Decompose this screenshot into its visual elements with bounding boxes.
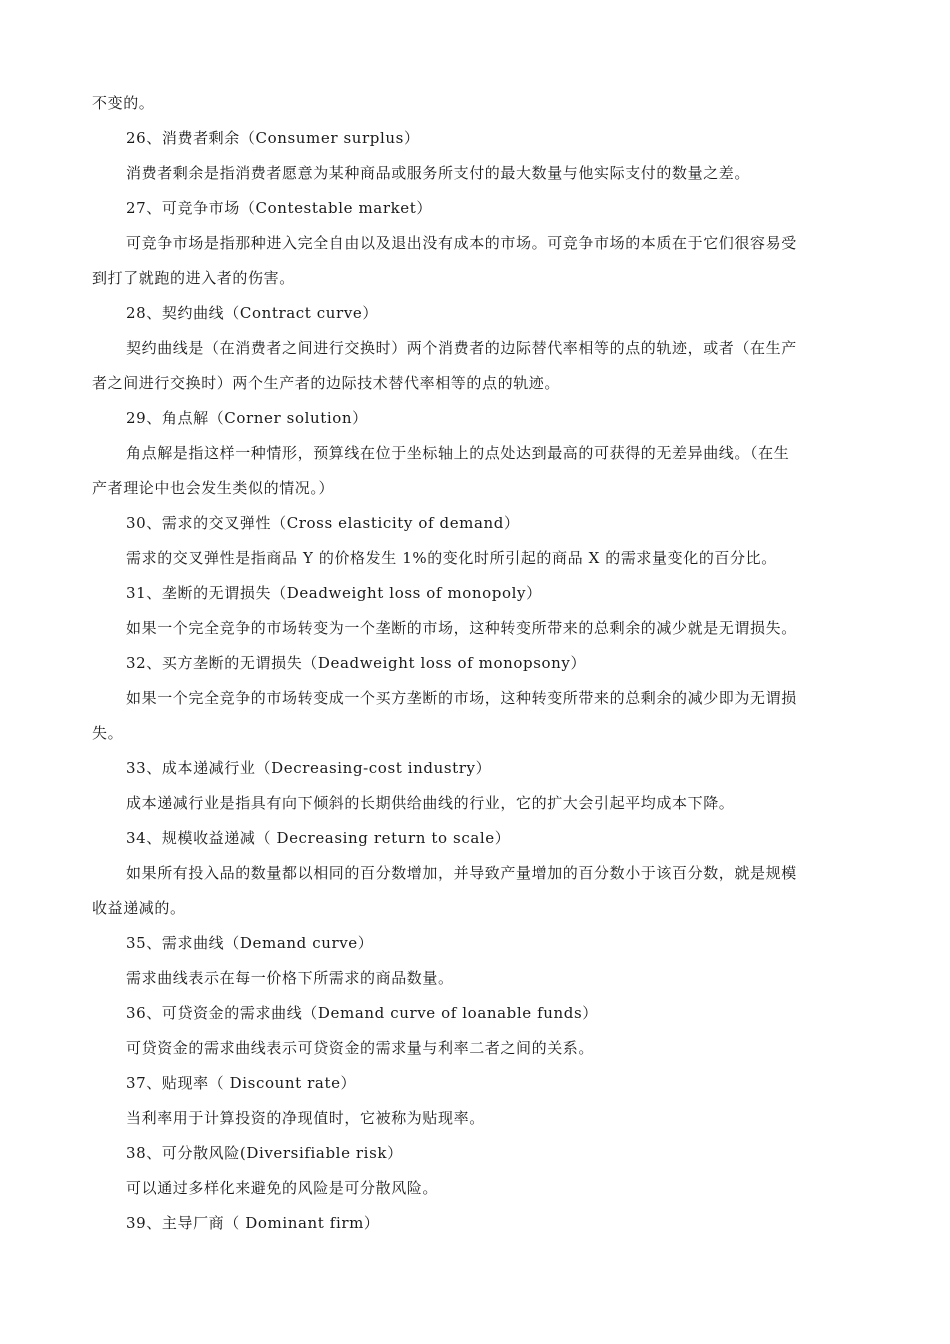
continuation-line: 失。 [92, 724, 124, 742]
definition-35: 需求曲线表示在每一价格下所需求的商品数量。 [126, 969, 454, 987]
continuation-line: 到打了就跑的进入者的伤害。 [92, 269, 295, 287]
continuation-line: 者之间进行交换时）两个生产者的边际技术替代率相等的点的轨迹。 [92, 374, 561, 392]
term-heading-26: 26、消费者剩余（Consumer surplus） [126, 129, 420, 147]
definition-27: 可竞争市场是指那种进入完全自由以及退出没有成本的市场。可竞争市场的本质在于它们很容易受 [126, 234, 797, 252]
term-heading-33: 33、成本递减行业（Decreasing-cost industry） [126, 759, 492, 777]
continuation-line: 不变的。 [92, 94, 155, 112]
continuation-line: 产者理论中也会发生类似的情况。） [92, 479, 335, 497]
definition-26: 消费者剩余是指消费者愿意为某种商品或服务所支付的最大数量与他实际支付的数量之差。 [126, 164, 751, 182]
term-heading-29: 29、角点解（Corner solution） [126, 409, 368, 427]
term-heading-31: 31、垄断的无谓损失（Deadweight loss of monopoly） [126, 584, 542, 602]
term-heading-30: 30、需求的交叉弹性（Cross elasticity of demand） [126, 514, 520, 532]
term-heading-36: 36、可贷资金的需求曲线（Demand curve of loanable funds） [126, 1004, 598, 1022]
term-heading-38: 38、可分散风险(Diversifiable risk） [126, 1144, 403, 1162]
definition-28: 契约曲线是（在消费者之间进行交换时）两个消费者的边际替代率相等的点的轨迹，或者（在生产 [126, 339, 797, 357]
definition-37: 当利率用于计算投资的净现值时，它被称为贴现率。 [126, 1109, 485, 1127]
definition-36: 可贷资金的需求曲线表示可贷资金的需求量与利率二者之间的关系。 [126, 1039, 595, 1057]
term-heading-27: 27、可竞争市场（Contestable market） [126, 199, 433, 217]
term-heading-32: 32、买方垄断的无谓损失（Deadweight loss of monopsony） [126, 654, 587, 672]
definition-34: 如果所有投入品的数量都以相同的百分数增加，并导致产量增加的百分数小于该百分数，就是规模 [126, 864, 797, 882]
term-heading-37: 37、贴现率（ Discount rate） [126, 1074, 357, 1092]
term-heading-34: 34、规模收益递减（ Decreasing return to scale） [126, 829, 511, 847]
definition-32: 如果一个完全竞争的市场转变成一个买方垄断的市场，这种转变所带来的总剩余的减少即为无谓损 [126, 689, 797, 707]
definition-38: 可以通过多样化来避免的风险是可分散风险。 [126, 1179, 439, 1197]
definition-30: 需求的交叉弹性是指商品 Y 的价格发生 1%的变化时所引起的商品 X 的需求量变化的百分比。 [126, 549, 777, 567]
term-heading-35: 35、需求曲线（Demand curve） [126, 934, 374, 952]
document-page [92, 86, 862, 1241]
term-heading-28: 28、契约曲线（Contract curve） [126, 304, 378, 322]
definition-31: 如果一个完全竞争的市场转变为一个垄断的市场，这种转变所带来的总剩余的减少就是无谓损失。 [126, 619, 797, 637]
definition-29: 角点解是指这样一种情形，预算线在位于坐标轴上的点处达到最高的可获得的无差异曲线。（在生 [126, 444, 790, 462]
definition-33: 成本递减行业是指具有向下倾斜的长期供给曲线的行业，它的扩大会引起平均成本下降。 [126, 794, 735, 812]
term-heading-39: 39、主导厂商（ Dominant firm） [126, 1214, 380, 1232]
continuation-line: 收益递减的。 [92, 899, 186, 917]
